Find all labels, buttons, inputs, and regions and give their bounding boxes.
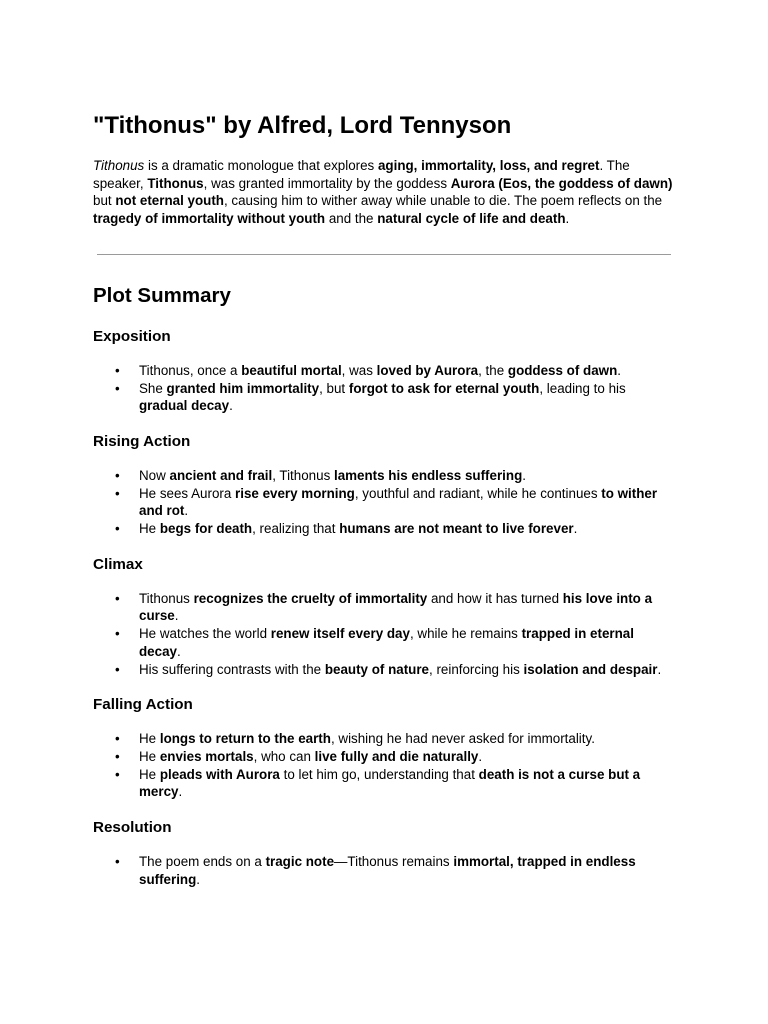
list-item [93,362,673,380]
bold-text: gradual decay [139,398,230,414]
text-run: , but [319,380,349,396]
bold-text: beauty of nature [324,661,429,677]
list-item [93,590,673,625]
bold-text: loved by Aurora [376,362,479,378]
text-run: , who can [253,748,315,764]
text-run: . [478,748,483,764]
text-run: —Tithonus remains [334,854,454,870]
section-heading-resolution: Resolution [93,819,172,837]
plot-sections [93,327,673,889]
bold-text: his love into a curse [139,590,653,624]
italic-text: Tithonus [93,158,145,173]
list-item [93,661,673,679]
text-run: and the [325,211,378,227]
bold-text: to wither and rot [139,485,658,519]
bullet-list [93,467,673,538]
text-run: . [196,871,201,887]
text-run: . [617,362,621,378]
bold-text: envies mortals [159,748,254,764]
text-run: . [657,661,662,677]
bold-text: live fully and die naturally [314,748,479,764]
text-run: . [229,398,233,414]
bold-text: laments his endless suffering [333,467,523,483]
list-item [93,730,673,748]
bold-text: tragedy of immortality without youth [93,211,326,227]
text-run: He [139,731,160,747]
bold-text: Aurora (Eos, the goddess of dawn) [450,175,673,191]
text-run: . [178,784,183,800]
text-run: Now [139,467,170,483]
text-run: . [522,467,526,483]
text-run: , leading to his [539,380,626,396]
bullet-list [93,590,673,679]
section-heading-falling-action: Falling Action [93,696,193,714]
text-run: , while he remains [409,626,522,642]
bold-text: Tithonus [147,175,204,191]
text-run: , Tithonus [272,467,334,483]
document-title: "Tithonus" by Alfred, Lord Tennyson [93,112,512,139]
text-run: , realizing that [252,521,340,537]
text-run: , youthful and radiant, while he continues [354,485,602,501]
text-run: . [176,643,181,659]
intro-paragraph [93,157,673,228]
text-run: but [93,193,116,209]
text-run: He [139,748,160,764]
bold-text: granted him immortality [166,380,320,396]
text-run: , was [341,362,377,378]
text-run: , reinforcing his [429,661,524,677]
list-item [93,625,673,660]
text-run: He [139,521,160,537]
text-run: Tithonus, once a [139,362,242,378]
text-run: and how it has turned [427,590,563,606]
bold-text: renew itself every day [270,626,410,642]
list-item [93,467,673,485]
section-heading-exposition: Exposition [93,327,171,345]
text-run: He watches the world [139,626,271,642]
horizontal-divider [97,254,671,255]
text-run: She [139,380,167,396]
bold-text: not eternal youth [115,193,224,209]
bold-text: longs to return to the earth [159,731,331,747]
bold-text: tragic note [265,854,335,870]
bold-text: goddess of dawn [507,362,618,378]
list-item [93,748,673,766]
text-run: , was granted immortality by the goddess [203,175,451,191]
text-run: . The speaker, [93,158,630,191]
text-run: His suffering contrasts with the [139,661,325,677]
bullet-list [93,853,673,888]
bold-text: beautiful mortal [241,362,342,378]
text-run: , causing him to wither away while unable to die. The poem reflects on the [223,193,663,209]
section-heading-rising-action: Rising Action [93,432,191,450]
text-run: . [184,503,189,519]
bold-text: immortal, trapped in endless suffering [139,854,636,887]
list-item [93,380,673,415]
text-run: The poem ends on a [139,854,266,870]
list-item [93,520,673,538]
text-run: is a dramatic monologue that explores [144,158,378,173]
text-run: , wishing he had never asked for immortality. [330,731,595,747]
list-item [93,766,673,801]
text-run: to let him go, understanding that [279,766,479,782]
list-item [93,853,673,888]
bold-text: recognizes the cruelty of immortality [193,590,428,606]
bullet-list [93,362,673,415]
plot-summary-heading: Plot Summary [93,283,231,307]
bold-text: begs for death [159,521,253,537]
bold-text: ancient and frail [169,467,273,483]
text-run: He sees Aurora [139,485,236,501]
text-run: . [573,521,578,537]
text-run: . [174,608,179,624]
document-body [93,110,673,888]
bold-text: trapped in eternal decay [139,626,634,659]
bold-text: humans are not meant to live forever [339,521,574,537]
text-run: , the [478,362,508,378]
section-heading-climax: Climax [93,555,143,573]
text-run: Tithonus [139,590,194,606]
bold-text: rise every morning [235,485,355,501]
bullet-list [93,730,673,801]
bold-text: natural cycle of life and death [377,211,566,227]
bold-text: aging, immortality, loss, and regret [377,158,600,173]
text-run: He [139,766,160,782]
bold-text: death is not a curse but a mercy [139,766,641,800]
bold-text: isolation and despair [523,661,658,677]
text-run: . [565,211,570,227]
bold-text: forgot to ask for eternal youth [348,380,540,396]
bold-text: pleads with Aurora [159,766,280,782]
list-item [93,485,673,520]
